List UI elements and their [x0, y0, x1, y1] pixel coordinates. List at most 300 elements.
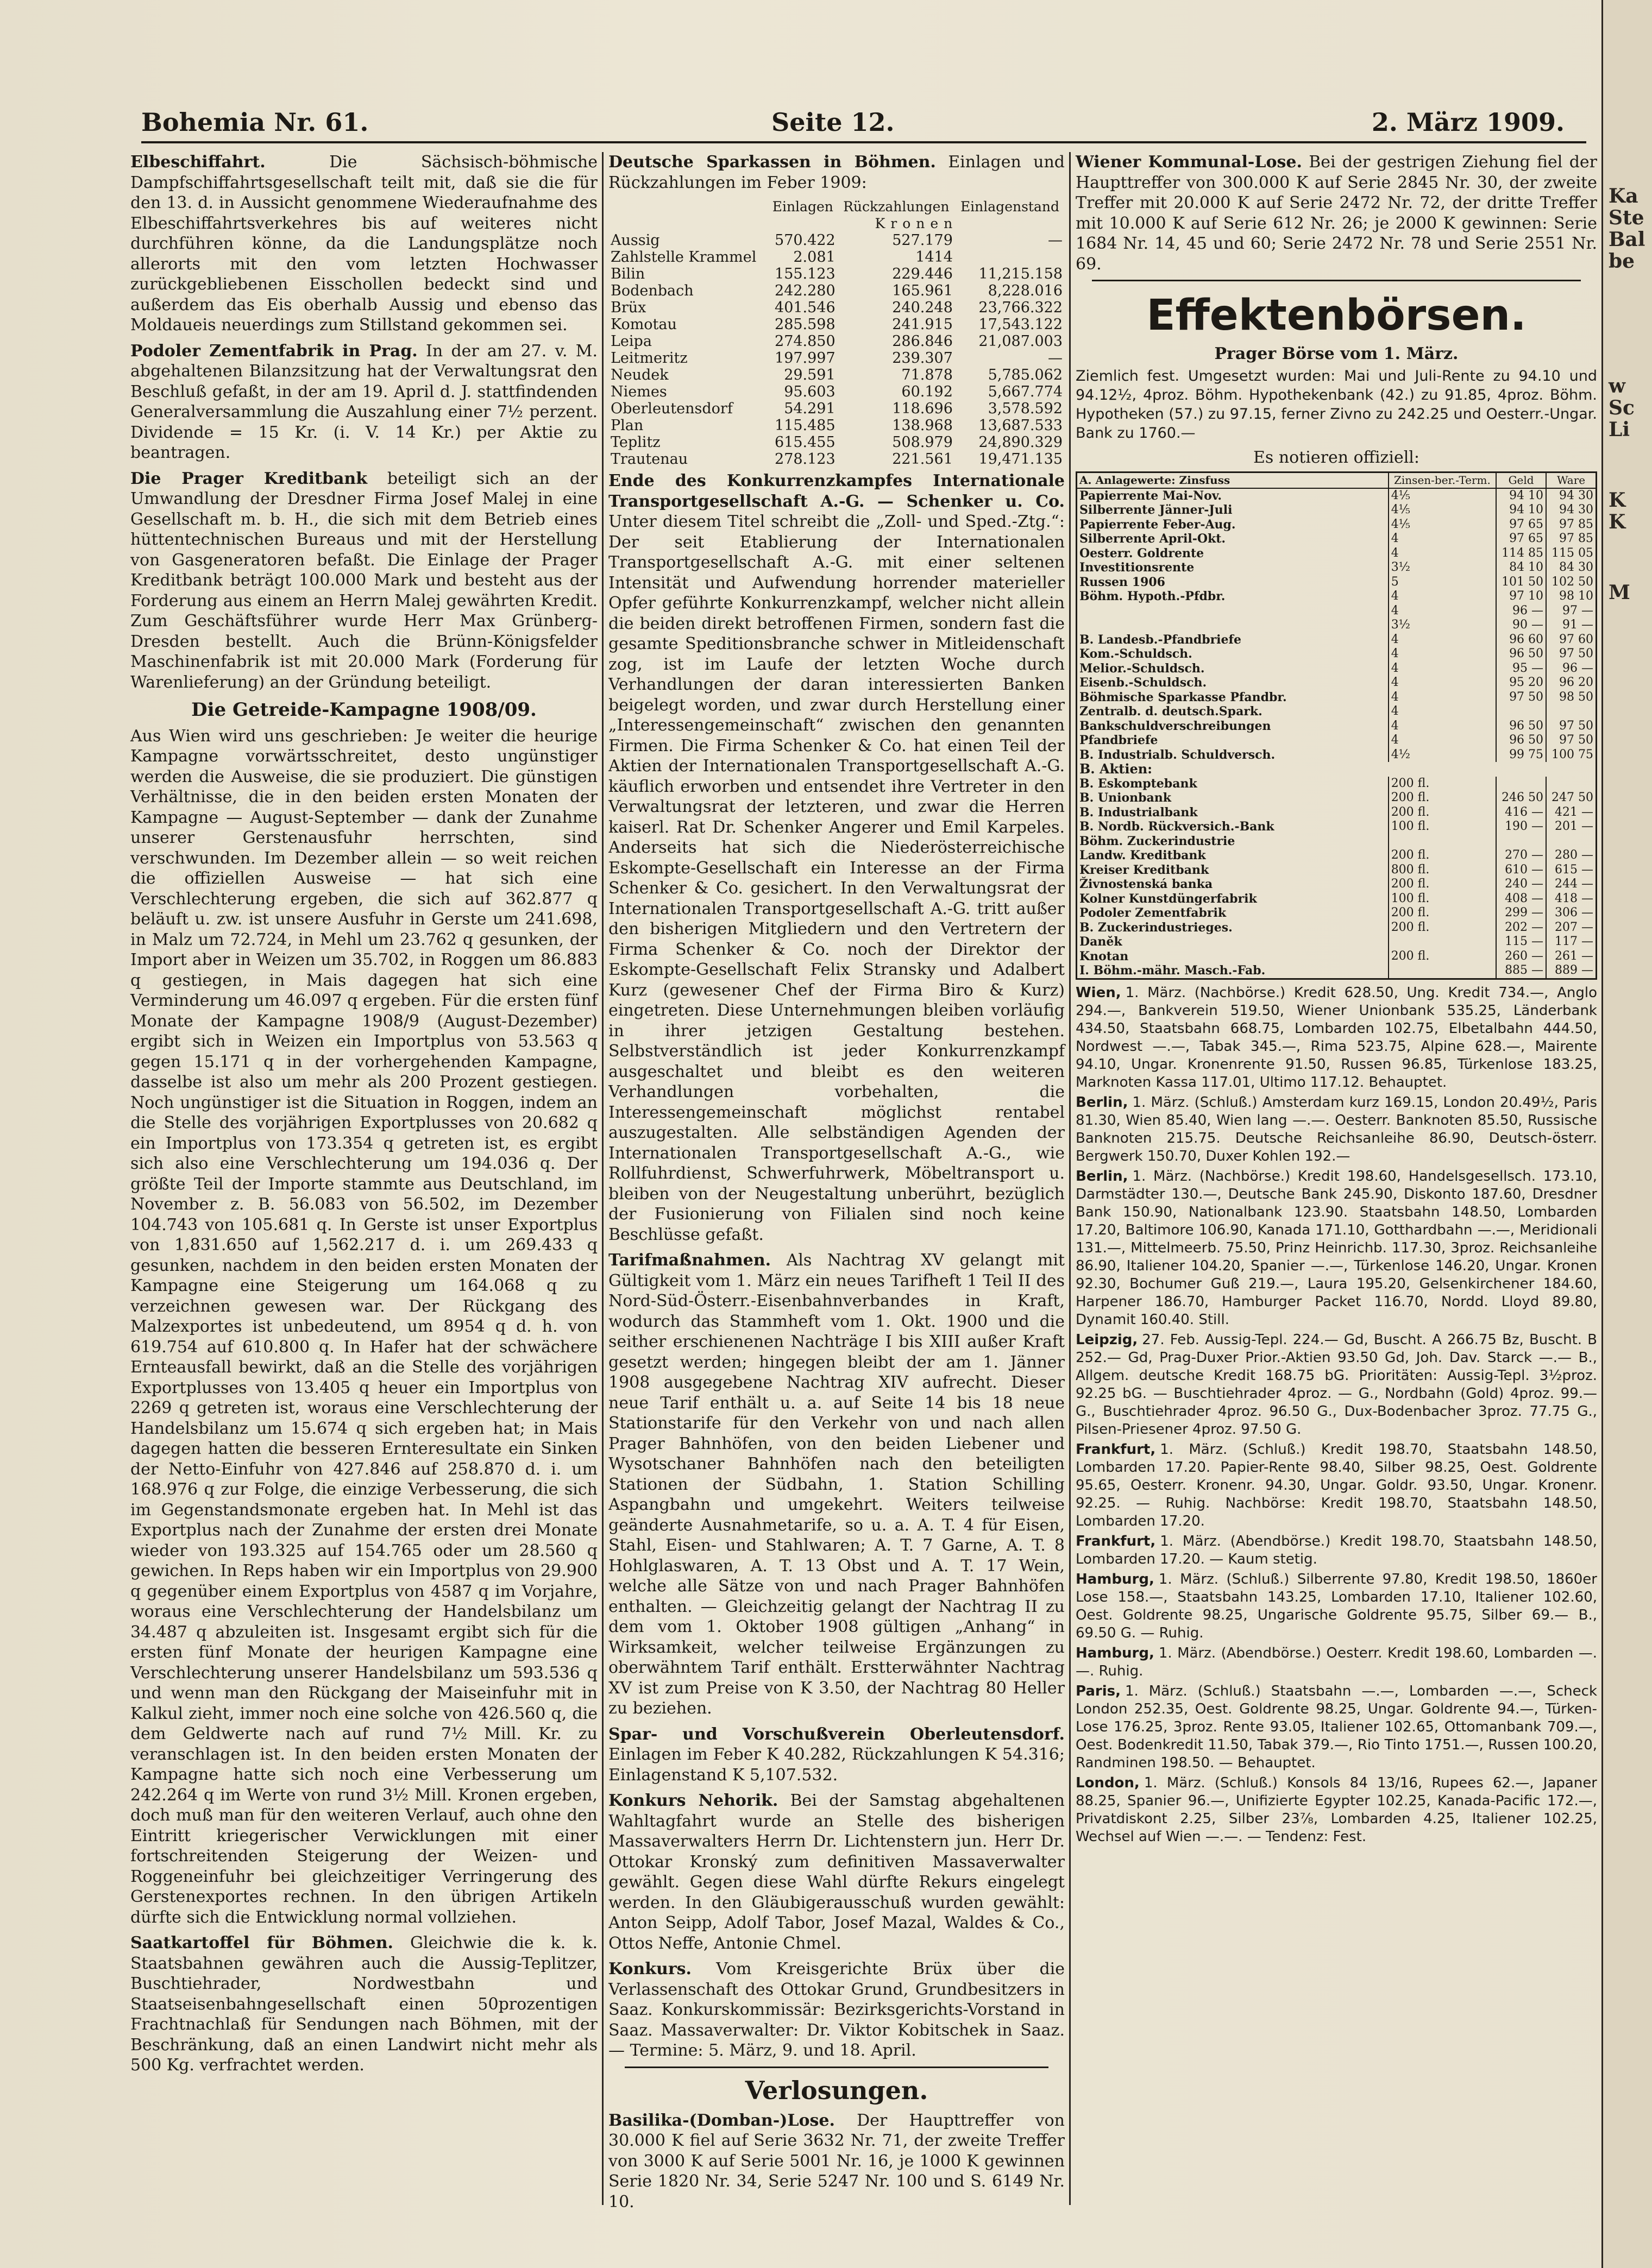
market-report-city: Hamburg, [1076, 1571, 1154, 1587]
table-header-cell: A. Anlagewerte: Zinsfuss [1077, 472, 1389, 488]
table-cell: 1414 [915, 249, 953, 266]
table-cell: 90 — [1496, 618, 1546, 633]
market-report-city: Leipzig, [1076, 1331, 1138, 1348]
table-cell: 200 fl. [1389, 777, 1496, 791]
table-cell: Daněk [1079, 935, 1122, 949]
table-row [1077, 791, 1597, 805]
article-title: Die Prager Kreditbank [130, 469, 367, 488]
table-cell: Kom.-Schuldsch. [1079, 647, 1192, 661]
article-text: Der Haupttreffer von 30.000 K fiel auf Serie 3632 Nr. 71, der zweite Treffer von 3000 K auf Serie 5001 Nr. 16, je 1000 K gewinnen Serie 1820 Nr. 34, Serie 5247 Nr. 100 und S. 6149 Nr. 10. [608, 2110, 1065, 2212]
page-header [141, 103, 1586, 143]
table-row [1077, 921, 1597, 935]
table-cell: 4 [1389, 633, 1496, 647]
table-cell: Komotau [611, 316, 677, 333]
table-cell: Aussig [611, 232, 660, 249]
table-row [1077, 863, 1597, 878]
table-cell: 197.997 [775, 350, 836, 367]
table-row [1077, 589, 1597, 604]
market-report [1076, 984, 1597, 1092]
article [608, 471, 1065, 1245]
market-report-city: Wien, [1076, 984, 1121, 1001]
stock-quotes-table-body [1077, 777, 1597, 979]
table-cell: 800 fl. [1389, 863, 1496, 878]
table-cell: 94 10 [1496, 503, 1546, 518]
table-header-cell: Einlagenstand [960, 199, 1059, 215]
table-cell: 270 — [1496, 848, 1546, 863]
header-date: 2. März 1909. [1371, 108, 1565, 137]
table-section-label: B. Aktien: [1079, 761, 1153, 777]
article-text: beteiligt sich an der Umwandlung der Dresdner Firma Josef Malej in eine Gesellschaft m. b. H., die sich mit dem Betrieb eines hüttentechnischen Bureaus und mit der Herstellung von Gasgeneratoren befaßt. Die Einlage der Prager Kreditbank beträgt 100.000 Mark und besteht aus der Forderung aus einem an Herrn Malej gewährten Kredit. Zum Geschäftsführer wurde Herr Max Grünberg-Dresden bestellt. Auch die Brünn-Königsfelder Maschinenfabrik ist mit 20.000 Mark (Forderung für Warenlieferung) an der Gründung beteiligt. [130, 469, 598, 692]
section-subtitle: Prager Börse vom 1. März. [1214, 344, 1459, 363]
table-cell: 889 — [1546, 963, 1596, 979]
table-cell: Bilin [611, 266, 645, 282]
table-cell: Bodenbach [611, 282, 694, 299]
table-cell: 615.455 [775, 434, 836, 451]
table-cell: 4 [1389, 704, 1496, 719]
table-cell: 615 — [1546, 863, 1596, 878]
table-cell: B. Eskomptebank [1079, 776, 1197, 791]
table-cell: B. Industrialbank [1079, 805, 1198, 820]
table-cell: Russen 1906 [1079, 575, 1165, 589]
table-cell: 401.546 [775, 299, 836, 316]
table-row [1077, 633, 1597, 647]
table-cell: 13,687.533 [978, 417, 1063, 434]
table-cell: 100 fl. [1389, 820, 1496, 834]
table-header-cell [608, 198, 768, 215]
table-cell: Eisenb.-Schuldsch. [1079, 676, 1207, 690]
table-cell: 299 — [1496, 906, 1546, 921]
article-text: Bei der Samstag abgehaltenen Wahltagfahrt wurde an Stelle des bisherigen Massaverwalters Herrn Dr. Lichtenstern jun. Herr Dr. Ottokar Kronský zum definitiven Massaverwalter gewählt. Gegen diese Wahl dürfte Rekurs eingelegt werden. In den Gläubigerausschuß wurden gewählt: Anton Seipp, Adolf Tabor, Josef Mazal, Waldes & Co., Ottos Neffe, Antonie Chmel. [608, 1791, 1065, 1953]
table-cell: 610 — [1496, 863, 1546, 878]
edge-fragment: Bal [1609, 228, 1645, 251]
article-title: Saatkartoffel für Böhmen. [130, 1933, 393, 1952]
table-cell: Leitmeritz [611, 350, 688, 367]
article-title: Tarifmaßnahmen. [608, 1251, 771, 1270]
article-title: Elbeschiffahrt. [130, 153, 266, 172]
market-report-city: Berlin, [1076, 1168, 1128, 1185]
table-header-cell: Rückzahlungen [843, 199, 950, 215]
market-report-text: 1. März. (Schluß.) Konsols 84 13/16, Rupees 62.—, Japaner 88.25, Spanier 96.—, Unifizierte Egypter 102.25, Kanada-Pacific 172.—, Privatdiskont 2.25, Silber 23⅞, Lombarden 4.25, Italiener 102.25, Wechsel auf Wien —.—. — Tendenz: Fest. [1076, 1774, 1597, 1845]
table-cell: Papierrente Feber-Aug. [1079, 517, 1236, 532]
table-cell: 421 — [1546, 805, 1596, 820]
table-cell: 11,215.158 [978, 266, 1063, 282]
table-cell: 240 — [1496, 877, 1546, 892]
table-cell: 280 — [1546, 848, 1596, 863]
table-cell: 4 [1389, 589, 1496, 604]
table-cell: 17,543.122 [978, 316, 1063, 333]
market-report [1076, 1774, 1597, 1846]
table-row [1077, 963, 1597, 979]
sparkassen-table-body [608, 232, 1065, 468]
table-cell: Melior.-Schuldsch. [1079, 661, 1205, 676]
table-cell: Zahlstelle Krammel [611, 249, 757, 266]
table-row [608, 249, 1065, 266]
article-title: Spar- und Vorschußverein Oberleutensdorf. [608, 1724, 1065, 1744]
section-title: Verlosungen. [745, 2075, 928, 2105]
table-cell: 165.961 [892, 282, 953, 299]
header-paper-issue: Bohemia Nr. 61. [141, 108, 369, 137]
table-row [1077, 662, 1597, 676]
table-cell: Živnostenská banka [1079, 877, 1213, 891]
table-cell: 97 50 [1546, 719, 1596, 734]
edge-fragment: M [1609, 581, 1630, 604]
table-cell: Pfandbriefe [1079, 733, 1158, 747]
table-cell: 102 50 [1546, 575, 1596, 590]
article [130, 1933, 598, 2076]
edge-fragment: K [1609, 511, 1626, 533]
article [130, 152, 598, 336]
market-report-text: 1. März. (Schluß.) Kredit 198.70, Staatsbahn 148.50, Lombarden 17.20. Papier-Rente 98.40, Silber 98.25, Oest. Goldrente 95.65, Oesterr. Kronenr. 94.30, Ungar. Goldr. 93.50, Ungar. Kronenr. 92.25. — Ruhig. Nachbörse: Kredit 198.70, Staatsbahn 148.50, Lombarden 17.20. [1076, 1441, 1597, 1529]
table-cell: 239.307 [892, 350, 953, 367]
table-unit: Kronen [875, 216, 958, 231]
stock-quotes-table-body [1077, 488, 1597, 763]
edge-fragment: Ste [1609, 206, 1644, 229]
table-cell: 229.446 [892, 266, 953, 282]
table-cell: 200 fl. [1389, 805, 1496, 820]
table-row [1077, 488, 1597, 503]
table-cell: 23,766.322 [978, 299, 1063, 316]
table-cell: 97 50 [1546, 647, 1596, 662]
table-row [1077, 877, 1597, 892]
table-row [608, 299, 1065, 316]
table-cell: 201 — [1546, 820, 1596, 834]
table-header-row [1077, 472, 1597, 488]
table-cell: 5 [1389, 575, 1496, 590]
table-cell: 71.878 [901, 367, 953, 383]
table-cell: Landw. Kreditbank [1079, 848, 1206, 862]
article-text: Die Sächsisch-böhmische Dampfschiffahrtsgesellschaft teilt mit, daß sie die für den 13. d. in Aussicht genommene Wiederaufnahme des Elbeschiffahrtsverkehres bis auf weiteres nicht durchführen könne, da die Landungsplätze noch allerorts mit den vom letzten Hochwasser zurückgebliebenen Eisschollen bedeckt sind und außerdem das Eis oberhalb Aussig und ebenso das Moldaueis neuerdings zum Stillstand gekommen sei. [130, 153, 598, 335]
table-cell: 200 fl. [1389, 921, 1496, 935]
article-text: Als Nachtrag XV gelangt mit Gültigkeit vom 1. März ein neues Tarifheft 1 Teil II des Nord-Süd-Österr.-Eisenbahnverbandes in Kraft, wodurch das Stammheft vom 1. Okt. 1900 und die seither erschienenen Nachträge I bis XIII außer Kraft gesetzt werden; hingegen bleibt der am 1. Jänner 1908 ausgegebene Nachtrag XIV aufrecht. Dieser neue Tarif enthält u. a. auf Seite 14 bis 18 neue Stationstarife für den Verkehr von und nach allen Prager Bahnhöfen, von den beiden Liebener und Wysotschaner Bahnhöfen nach den beteiligten Stationen der Südbahn, 1. Station Schilling Aspangbahn und umgekehrt. Weiters teilweise geänderte Ausnahmetarife, so u. a. A. T. 4 für Eisen, Stahl, Eisen- und Stahlwaren; A. T. 7 Garne, A. T. 8 Hohlglaswaren, A. T. 13 Obst und A. T. 17 Wein, welche alle Sätze von und nach Prager Bahnhöfen enthalten. — Gleichzeitig gelangt der Nachtrag II zu dem vom 1. Oktober 1908 gültigen „Anhang“ in Wirksamkeit, welcher teilweise Ergänzungen zu oberwähntem Tarif enthält. Erstterwähnter Nachtrag XV ist zum Preise von K 3.50, der Nachtrag 80 Heller zu beziehen. [608, 1251, 1065, 1718]
table-cell: 200 fl. [1389, 949, 1496, 964]
market-report-city: Frankfurt, [1076, 1441, 1156, 1458]
table-cell [1389, 963, 1496, 979]
table-row [1077, 546, 1597, 561]
table-row [1077, 777, 1597, 791]
table-cell: 4½ [1389, 748, 1496, 763]
table-header-row [608, 198, 1065, 215]
table-cell: 98 50 [1546, 690, 1596, 705]
table-row [608, 333, 1065, 350]
table-cell: 101 50 [1496, 575, 1546, 590]
table-cell: 207 — [1546, 921, 1596, 935]
table-row [1077, 820, 1597, 834]
market-report-text: 1. März. (Nachbörse.) Kredit 198.60, Handelsgesellsch. 173.10, Darmstädter 130.—, Deutsche Bank 245.90, Diskonto 187.60, Dresdner Bank 150.90, Nationalbank 123.90. Staatsbahn 148.50, Lombarden 17.20, Baltimore 106.90, Kanada 171.10, Gotthardbahn —.—, Meridionali 131.—, Mittelmeerb. 75.50, Prinz Heinrichb. 117.30, 3proz. Reichsanleihe 86.90, Italiener 104.20, Spanier —.—, Türkenlose 146.20, Ungar. Kronen 92.30, Bochumer Guß 219.—, Laura 195.20, Gelsenkirchener 184.60, Harpener 186.70, Hamburger Packet 116.70, Nordd. Lloyd 89.80, Dynamit 160.40. Still. [1076, 1168, 1597, 1328]
table-cell: 98 10 [1546, 589, 1596, 604]
table-row [1077, 647, 1597, 662]
table-cell: 54.291 [784, 400, 836, 417]
table-cell: 4 [1389, 647, 1496, 662]
table-cell: 97 50 [1546, 733, 1596, 748]
article-title: Basilika-(Domban-)Lose. [608, 2110, 835, 2130]
market-report [1076, 1571, 1597, 1642]
table-row [608, 282, 1065, 299]
table-cell: Teplitz [611, 434, 661, 451]
table-cell: 97 65 [1496, 518, 1546, 532]
section-title: Effektenbörsen. [1146, 291, 1527, 340]
table-cell: 4 [1389, 604, 1496, 619]
article [130, 469, 598, 693]
table-cell: I. Böhm.-mähr. Masch.-Fab. [1079, 963, 1266, 978]
market-report-text: 1. März. (Schluß.) Amsterdam kurz 169.15, London 20.49½, Paris 81.30, Wien 85.40, Wien lang —.—. Oesterr. Banknoten 85.50, Russische Banknoten 215.75. Deutsche Reichsanleihe 86.90, Deutsch-österr. Bergwerk 150.70, Duxer Kohlen 192.— [1076, 1094, 1597, 1164]
table-cell: 278.123 [775, 451, 836, 468]
table-cell: 96 50 [1496, 719, 1546, 734]
table-row [1077, 690, 1597, 705]
article-text: Gleichwie die k. k. Staatsbahnen gewähren auch die Aussig-Teplitzer, Buschtiehrader, Nordwestbahn und Staatseisenbahngesellschaft einen 50prozentigen Frachtnachlaß für Sendungen nach Böhmen, mit der Beschränkung, daß an einen Landwirt nicht mehr als 500 Kg. verfrachtet werden. [130, 1933, 598, 2075]
article-title: Die Getreide-Kampagne 1908/09. [191, 699, 537, 721]
table-cell: 99 75 [1496, 748, 1546, 763]
table-cell: 94 30 [1546, 503, 1596, 518]
table-section-row [1077, 762, 1597, 777]
table-row [1077, 719, 1597, 734]
table-cell: B. Industrialb. Schuldversch. [1079, 747, 1276, 762]
table-cell: Niemes [611, 383, 667, 400]
table-row [1077, 560, 1597, 575]
table-row [1077, 892, 1597, 906]
stock-quotes-table [1076, 471, 1597, 980]
section-divider [1092, 280, 1581, 281]
table-row [1077, 518, 1597, 532]
market-report-text: 1. März. (Nachbörse.) Kredit 628.50, Ung. Kredit 734.—, Anglo 294.—, Bankverein 519.50, Wiener Unionbank 535.25, Länderbank 434.50, Staatsbahn 668.75, Lombarden 102.75, Elbetalbahn 444.50, Nordwest —.—, Tabak 345.—, Rima 523.75, Alpine 628.—, Mairente 94.10, Ungar. Kronenrente 91.50, Russen 96.85, Türkenlose 183.25, Marknoten Kassa 117.01, Ultimo 117.12. Behauptet. [1076, 984, 1597, 1091]
article [608, 1724, 1065, 1786]
table-cell: 190 — [1496, 820, 1546, 834]
article [608, 1959, 1065, 2061]
table-cell: 3½ [1389, 560, 1496, 575]
article-text: Einlagen im Feber K 40.282, Rückzahlungen K 54.316; Einlagenstand K 5,107.532. [608, 1745, 1065, 1785]
article [130, 700, 598, 1927]
article-title: Konkurs. [608, 1960, 692, 1979]
table-cell: 155.123 [775, 266, 836, 282]
table-cell: 29.591 [784, 367, 836, 383]
article [1076, 152, 1597, 274]
table-cell: 97 85 [1546, 532, 1596, 546]
market-report-city: Frankfurt, [1076, 1533, 1156, 1549]
market-report-text: 1. März. (Schluß.) Staatsbahn —.—, Lombarden —.—, Scheck London 252.35, Oest. Goldrente 98.25, Ungar. Goldrente 94.—, Türken-Lose 176.25, 3proz. Rente 93.05, Italiener 102.65, Ottomanbank 709.—, Oest. Bodenkredit 11.50, Tabak 379.—, Rio Tinto 1751.—, Russen 100.20, Randminen 198.50. — Behauptet. [1076, 1683, 1597, 1771]
table-cell: 4 [1389, 676, 1496, 690]
table-cell: 96 50 [1496, 647, 1546, 662]
table-cell: 4 [1389, 690, 1496, 705]
edge-fragment: Ka [1609, 185, 1638, 207]
market-report-city: Berlin, [1076, 1094, 1128, 1111]
article-text: Unter diesem Titel schreibt die „Zoll- und Sped.-Ztg.“: Der seit Etablierung der Internationalen Transportgesellschaft A.-G. mit einer seltenen Intensität und Aufwendung horrender materieller Opfer geführte Konkurrenzkampf, welcher nicht allein die beiden direkt betroffenen Firmen, sondern fast die gesamte Speditionsbranche schwer in Mitleidenschaft zog, ist im Laufe der letzten Woche durch Verhandlungen der daran interessierten Banken beigelegt worden, und zwar durch Herstellung einer „Interessengemeinschaft“ zwischen den genannten Firmen. Die Firma Schenker & Co. hat einen Teil der Aktien der Internationalen Transportgesellschaft A.-G. käuflich erworben und entsendet ihre Vertreter in den Verwaltungsrat der letzteren, und zwar die Herren kaiserl. Rat Dr. Schenker Angerer und Emil Karpeles. Anderseits hat sich die Niederösterreichische Eskompte-Gesellschaft ein Interesse an der Firma Schenker & Co. gesichert. In den Verwaltungsrat der Internationalen Transportgesellschaft A.-G. tritt außer den bisherigen Mitgliedern und den Vertretern der Firma Schenker & Co. noch der Direktor der Eskompte-Gesellschaft Felix Stransky und Adalbert Kurz (gewesener Chef der Firma Biro & Kurz) eingetreten. Diese Unternehmungen bleiben vorläufig in ihrer jetzigen Gestaltung bestehen. Selbstverständlich ist jeder Konkurrenzkampf ausgeschaltet und bleibt es den weiteren Verhandlungen vorbehalten, die Interessengemeinschaft möglichst rentabel auszugestalten. Alle selbständigen Agenden der Internationalen Transportgesellschaft A.-G., wie Rollfuhrdienst, Schwerfuhrwerk, Möbeltransport u. bleiben von der Neugestaltung unberührt, bezüglich der Fusionierung von Filialen sind noch keine Beschlüsse gefaßt. [608, 512, 1065, 1244]
table-cell [1546, 834, 1596, 849]
table-cell: 97 — [1546, 604, 1596, 619]
table-cell: 408 — [1496, 892, 1546, 906]
column-rule [1069, 152, 1071, 2205]
table-cell: 4 [1389, 662, 1496, 676]
article-text: Vom Kreisgerichte Brüx über die Verlassenschaft des Ottokar Grund, Grundbesitzers in Saaz. Konkurskommissär: Bezirksgerichts-Vorstand in Saaz. Massaverwalter: Dr. Viktor Kobitschek in Saaz. — Termine: 5. März, 9. und 18. April. [608, 1960, 1065, 2060]
section-divider [625, 2067, 1048, 2068]
table-cell: B. Landesb.-Pfandbriefe [1079, 632, 1241, 647]
table-cell: 240.248 [892, 299, 953, 316]
sparkassen-table [608, 198, 1065, 468]
table-cell: 4⅕ [1389, 488, 1496, 503]
table-cell: 96 50 [1496, 733, 1546, 748]
article [130, 341, 598, 463]
article [608, 1791, 1065, 1954]
table-cell: 95 20 [1496, 676, 1546, 690]
table-cell: 4⅕ [1389, 518, 1496, 532]
table-cell: 24,890.329 [978, 434, 1063, 451]
table-cell: 21,087.003 [978, 333, 1063, 350]
table-cell: 95 — [1496, 662, 1546, 676]
market-report [1076, 1441, 1597, 1530]
table-cell: Leipa [611, 333, 652, 350]
article-text: Einlagen und Rückzahlungen im Feber 1909: [608, 153, 1065, 192]
table-cell: 114 85 [1496, 546, 1546, 561]
table-cell: — [1048, 232, 1063, 249]
table-cell: 8,228.016 [988, 282, 1063, 299]
table-cell [1496, 704, 1546, 719]
stock-exchange-reports [1076, 984, 1597, 1846]
table-cell [1389, 935, 1496, 949]
market-report [1076, 1683, 1597, 1772]
table-cell: 4 [1389, 532, 1496, 546]
table-cell: 5,667.774 [988, 383, 1063, 400]
table-cell: 97 65 [1496, 532, 1546, 546]
table-cell: 570.422 [775, 232, 836, 249]
table-cell: 202 — [1496, 921, 1546, 935]
table-cell: 247 50 [1546, 791, 1596, 805]
table-cell: 260 — [1496, 949, 1546, 964]
column-rule [602, 152, 604, 2205]
article-title: Wiener Kommunal-Lose. [1076, 153, 1302, 172]
table-cell: 97 60 [1546, 633, 1596, 647]
table-row [1077, 949, 1597, 964]
table-cell: 3,578.592 [988, 400, 1063, 417]
table-row [1077, 935, 1597, 949]
table-cell: Bankschuldverschreibungen [1079, 719, 1271, 733]
table-cell: 95.603 [784, 383, 836, 400]
table-cell: 242.280 [775, 282, 836, 299]
table-cell: B. Nordb. Rückversich.-Bank [1079, 820, 1274, 834]
table-cell: Knotan [1079, 949, 1129, 963]
table-cell: 97 85 [1546, 518, 1596, 532]
edge-fragment: K [1609, 489, 1626, 512]
table-cell [1389, 834, 1496, 849]
table-cell: 200 fl. [1389, 848, 1496, 863]
article-title: Deutsche Sparkassen in Böhmen. [608, 153, 936, 172]
table-cell: Kolner Kunstdüngerfabrik [1079, 891, 1257, 906]
article [608, 1250, 1065, 1719]
table-cell [1496, 834, 1546, 849]
table-cell: Oesterr. Goldrente [1079, 546, 1204, 560]
table-cell: Brüx [611, 299, 646, 316]
market-report-city: Hamburg, [1076, 1645, 1154, 1661]
table-cell [1077, 604, 1389, 619]
table-cell: 286.846 [892, 333, 953, 350]
table-cell [1496, 777, 1546, 791]
market-report [1076, 1331, 1597, 1439]
table-row [1077, 848, 1597, 863]
table-row [608, 266, 1065, 282]
market-report [1076, 1094, 1597, 1166]
edge-fragment: be [1609, 250, 1635, 273]
table-cell: Silberrente Jänner-Juli [1079, 503, 1233, 517]
market-report-city: Paris, [1076, 1683, 1121, 1699]
table-cell: Neudek [611, 367, 669, 383]
table-cell: Papierrente Mai-Nov. [1079, 488, 1222, 503]
table-cell [955, 249, 1065, 266]
table-cell: 117 — [1546, 935, 1596, 949]
article-title: Ende des Konkurrenzkampfes Internationale Transportgesellschaft A.-G. — Schenker u. Co. [608, 471, 1065, 511]
sparkassen-article [608, 152, 1065, 193]
table-cell: 306 — [1546, 906, 1596, 921]
table-row [608, 417, 1065, 434]
table-cell: Plan [611, 417, 644, 434]
table-cell: Zentralb. d. deutsch.Spark. [1079, 704, 1262, 719]
edge-fragment: w [1609, 375, 1625, 398]
table-header-cell: Einlagen [772, 199, 833, 215]
table-cell: 60.192 [901, 383, 953, 400]
table-row [1077, 834, 1597, 849]
table-cell: 200 fl. [1389, 877, 1496, 892]
table-cell: 138.968 [892, 417, 953, 434]
edge-fragment: Sc [1609, 396, 1635, 419]
market-report-text: 1. März. (Abendbörse.) Oesterr. Kredit 198.60, Lombarden —.—. Ruhig. [1076, 1645, 1597, 1679]
table-cell: Trautenau [611, 451, 688, 468]
table-cell: 84 30 [1546, 560, 1596, 575]
table-header-cell: Zinsen-ber.-Term. [1389, 472, 1496, 488]
table-cell: Böhmische Sparkasse Pfandbr. [1079, 690, 1287, 704]
table-cell: Kreiser Kreditbank [1079, 862, 1209, 877]
table-cell: 200 fl. [1389, 791, 1496, 805]
table-row [608, 451, 1065, 468]
table-row [608, 434, 1065, 451]
table-row [1077, 733, 1597, 748]
market-report-city: London, [1076, 1774, 1140, 1791]
market-report [1076, 1533, 1597, 1568]
article [608, 2110, 1065, 2213]
table-cell: Böhm. Zuckerindustrie [1079, 834, 1235, 848]
table-cell [1546, 704, 1596, 719]
market-report [1076, 1645, 1597, 1680]
table-cell: 96 20 [1546, 676, 1596, 690]
table-cell: Investitionsrente [1079, 560, 1195, 575]
article-title: Podoler Zementfabrik in Prag. [130, 341, 418, 361]
table-cell: 97 50 [1496, 690, 1546, 705]
article-text: Aus Wien wird uns geschrieben: Je weiter die heurige Kampagne vorwärtsschreitet, desto ungünstiger werden die Ausweise, die sie produziert. Die günstigen Verhältnisse, die in den beiden ersten Monaten der Kampagne — August-September — dank der Zunahme unserer Gerstenausfuhr herrschten, sind verschwunden. Im Dezember allein — so weit reichen die offiziellen Ausweise — hat sich eine Verschlechterung ergeben, die sich auf 362.877 q beläuft u. zw. ist unsere Ausfuhr in Gerste um 241.698, in Malz um 72.724, in Mehl um 23.762 q gesunken, der Import aber in Weizen um 35.702, in Roggen um 86.883 q gestiegen, in Mais dagegen hat sich eine Verminderung um 46.097 q ergeben. Für die ersten fünf Monate der Kampagne 1908/9 (August-Dezember) ergibt sich in Weizen ein Importplus von 53.563 q gegen 15.171 q in der vorhergehenden Kampagne, dasselbe ist also um mehr als 200 Prozent gestiegen. Noch ungünstiger ist die Situation in Roggen, indem an die Stelle des vorjährigen Exportplusses von 20.682 q ein Importplus von 173.354 q getreten ist, es ergibt sich also eine Verschlechterung um 194.036 q. Der größte Teil der Importe stammte aus Deutschland, im November z. B. 56.083 von 56.502, im Dezember 104.743 von 105.681 q. In Gerste ist unser Exportplus von 1,831.650 auf 1,562.217 d. i. um 269.433 q gesunken, nachdem in den beiden ersten Monaten der Kampagne eine Steigerung um 164.068 q zu verzeichnen gewesen war. Der Rückgang des Malzexportes ist unbedeutend, um 8954 q d. h. von 619.754 auf 610.800 q. In Hafer hat der schwächere Ernteausfall bewirkt, daß an die Stelle des vorjährigen Exportplusses von 13.405 q heuer ein Importplus von 2269 q getreten ist, woraus eine Verschlechterung der Handelsbilanz um 15.674 q sich ergeben hat; in Mais dagegen hatten die besseren Ernteresultate ein Sinken der Netto-Einfuhr von 427.846 auf 258.870 d. i. um 168.976 q zur Folge, die einzige Verbesserung, die sich im Gegenstandsmonate ergeben hat. In Mehl ist das Exportplus nach der Zunahme der ersten drei Monate wieder von 193.325 auf 154.765 oder um 28.560 q gewichen. In Reps haben wir ein Importplus von 29.900 q gegenüber einem Exportplus von 4587 q im Vorjahre, woraus eine Verschlechterung der Handelsbilanz um 34.487 q abzuleiten ist. Insgesamt ergibt sich für die ersten fünf Monate der heurigen Kampagne eine Verschlechterung unserer Handelsbilanz um 593.536 q und wenn man den Rückgang der Maiseinfuhr mit in Kalkul zieht, immer noch eine solche von 426.560 q, die dem Geldwerte nach auf rund 7½ Mill. Kr. zu veranschlagen ist. In den beiden ersten Monaten der Kampagne hatte sich noch eine Verbesserung um 242.264 q im Werte von rund 3½ Mill. Kronen ergeben, doch muß man für den weiteren Verlauf, auch ohne den Eintritt kriegerischer Verwicklungen mit einer fortschreitenden Steigerung der Weizen- und Roggeneinfuhr bei gleichzeitiger Verringerung des Gerstenexportes rechnen. In den übrigen Artikeln dürfte sich die Entwicklung normal vollziehen. [130, 726, 598, 1927]
column-2 [608, 152, 1065, 2212]
table-cell [1077, 618, 1389, 633]
table-row [1077, 805, 1597, 820]
column-1 [130, 152, 598, 2216]
table-cell: 94 10 [1496, 488, 1546, 503]
table-cell: 84 10 [1496, 560, 1546, 575]
table-cell: B. Unionbank [1079, 791, 1171, 805]
table-header-cell: Ware [1546, 472, 1596, 488]
table-cell: 100 fl. [1389, 892, 1496, 906]
table-cell: 97 10 [1496, 589, 1546, 604]
article-text: Ziemlich fest. Umgesetzt wurden: Mai und Juli-Rente zu 94.10 und 94.12½, 4proz. Böhm. Hypothekenbank (42.) zu 91.85, 4proz. Böhm. Hypotheken (57.) zu 97.15, ferner Zivno zu 242.25 und Oesterr.-Ungar. Bank zu 1760.— [1076, 368, 1597, 442]
article-title: Konkurs Nehorik. [608, 1791, 778, 1810]
article-text: In der am 27. v. M. abgehaltenen Bilanzsitzung hat der Verwaltungsrat den Beschluß gefaßt, in der am 19. April d. J. stattfindenden Generalversammlung die Auszahlung einer 7½ perzent. Dividende = 15 Kr. (i. V. 14 Kr.) per Aktie zu beantragen. [130, 341, 598, 462]
table-row [1077, 748, 1597, 763]
table-row [1077, 532, 1597, 546]
table-cell: 200 fl. [1389, 906, 1496, 921]
market-report [1076, 1168, 1597, 1329]
table-cell: — [1048, 350, 1063, 367]
table-row [1077, 618, 1597, 633]
market-report-text: 27. Feb. Aussig-Tepl. 224.— Gd, Buscht. A 266.75 Bz, Buscht. B 252.— Gd, Prag-Duxer Prior.-Aktien 93.50 Gd, Joh. Dav. Starck —.— B., Allgem. deutsche Kredit 168.75 bG. Prioritäten: Aussig-Tepl. 3½proz. 92.25 bG. — Buschtiehrader 4proz. — G., Nordbahn (Gold) 4proz. 99.— G., Buschtiehrader 4proz. 96.50 G., Dux-Bodenbacher 3proz. 77.75 G., Pilsen-Priesener 4proz. 97.50 G. [1076, 1331, 1597, 1438]
table-cell: 118.696 [892, 400, 953, 417]
table-cell: B. Zuckerindustrieges. [1079, 920, 1233, 935]
table-cell: 4⅕ [1389, 503, 1496, 518]
market-report-text: 1. März. (Abendbörse.) Kredit 198.70, Staatsbahn 148.50, Lombarden 17.20. — Kaum stetig. [1076, 1533, 1597, 1567]
table-cell: Oberleutensdorf [611, 400, 733, 417]
table-row [1077, 503, 1597, 518]
table-row [608, 400, 1065, 417]
